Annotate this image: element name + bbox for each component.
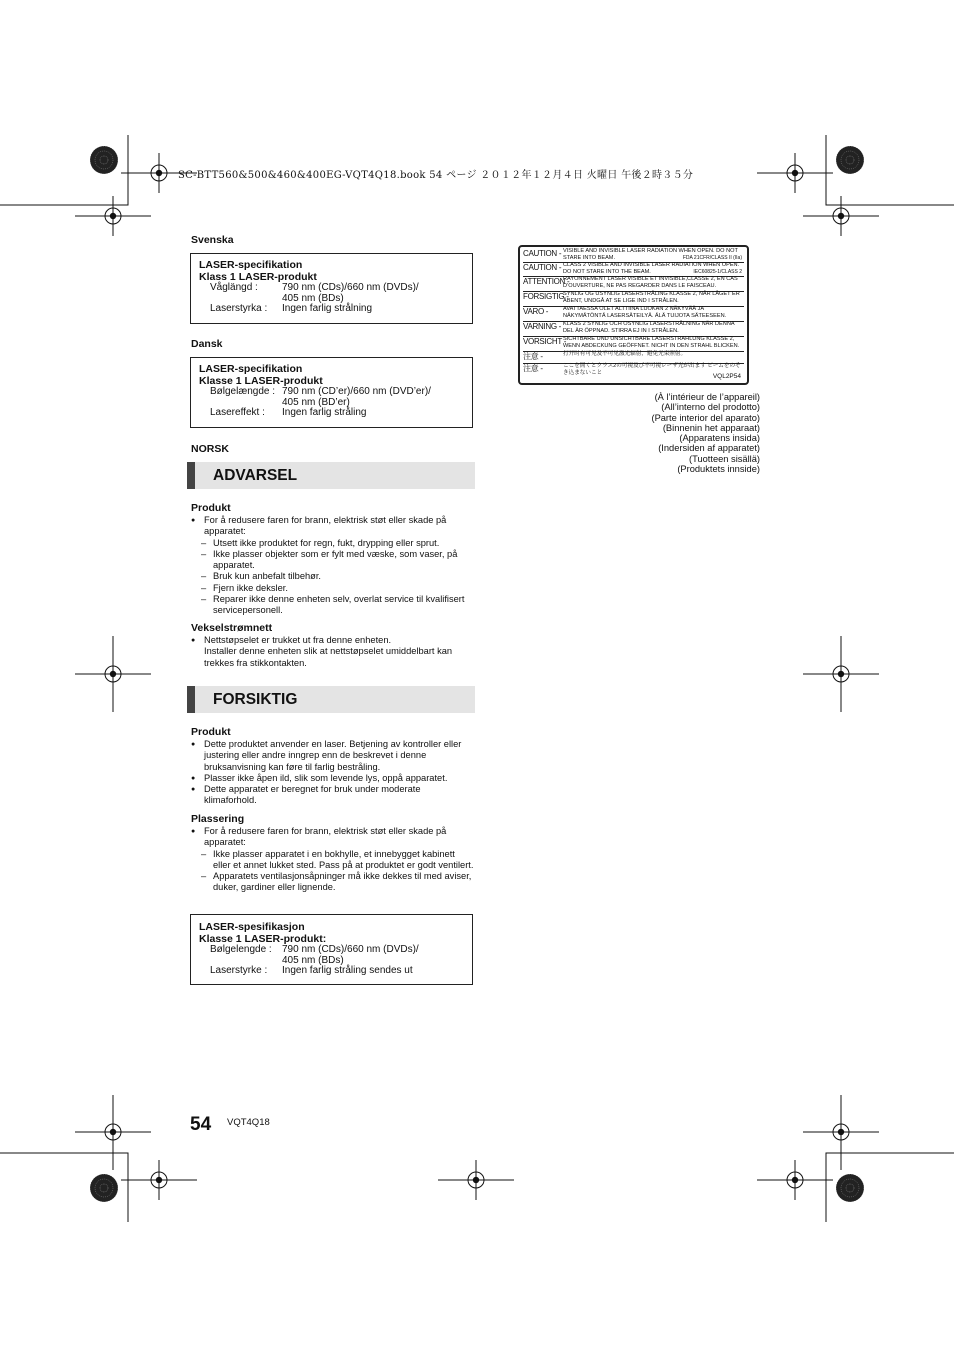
wavelength-label: Bølgelængde :	[210, 386, 276, 397]
vekselstromnett-heading: Vekselstrømnett	[191, 622, 273, 634]
dansk-heading: Dansk	[191, 338, 223, 350]
wavelength-value: 790 nm (CD’er)/660 nm (DVD’er)/	[282, 386, 431, 397]
label-row-text: SYNLIG OG USYNLIG LASERSTRÅLING KLASSE 2, NÅR LÅGET ER ÅBENT, UNDGÅ AT SE LIGE IND I STRÅLEN.	[563, 291, 740, 304]
list-item: ● Nettstøpselet er trukket ut fra denne enheten.	[191, 635, 475, 646]
label-row-key: FORSIGTIG -	[523, 292, 569, 301]
label-row	[523, 306, 744, 322]
location-item: (Binnenin het apparaat)	[662, 422, 760, 433]
laser-warning-label	[518, 245, 749, 385]
plassering-list	[191, 826, 475, 894]
vekselstromnett-list	[191, 635, 475, 669]
forsiktig-produkt-list	[191, 739, 475, 807]
label-row-key: CAUTION -	[523, 249, 562, 258]
label-row-text: CLASS 2 VISIBLE AND INVISIBLE LASER RADIATION WHEN OPEN. DO NOT STARE INTO THE BEAM.	[563, 262, 740, 275]
location-item: (Apparatens insida)	[679, 433, 760, 444]
list-item: ● Dette produktet anvender en laser. Betjening av kontroller eller justering eller andre inngrep enn de beskrevet i denne bruksanvisning kan føre til farlig bestråling.	[191, 739, 475, 773]
list-item: Installer denne enheten slik at nettstøpselet umiddelbart kan trekkes fra stikkontakten.	[204, 646, 453, 668]
label-location-list	[651, 392, 760, 474]
location-item: (À l’intérieur de l’appareil)	[654, 392, 760, 402]
box-subtitle: Klasse 1 LASER-produkt	[199, 375, 323, 387]
label-row	[523, 336, 744, 352]
location-item: (Parte interior del aparato)	[651, 412, 760, 423]
list-item: ● For å redusere faren for brann, elektrisk støt eller skade på apparatet:	[191, 826, 475, 849]
label-row-text: ここを開くとクラス2の可視及び不可視レーザ光が出ます ビームをのぞき込まないこと	[563, 363, 741, 376]
power-value: Ingen farlig strålning	[282, 303, 373, 314]
sub-list-item: – Reparer ikke denne enheten selv, overlat service til kvalifisert servicepersonell.	[191, 594, 475, 617]
box-title: LASER-specifikation	[199, 259, 303, 271]
sub-list-item: – Ikke plasser apparatet i en bokhylle, et innebygget kabinett eller et annet lukket sted. Pass på at produktet er godt ventilert.	[191, 849, 475, 872]
label-row-text: KLASS 2 SYNLIG OCH OSYNLIG LASERSTRÅLNING NÄR DENNA DEL ÄR ÖPPNAD. STIRRA EJ IN I STRÅLEN.	[563, 321, 735, 334]
box-subtitle: Klasse 1 LASER-produkt:	[199, 933, 327, 945]
sub-list-item: – Ikke plasser objekter som er fylt med væske, som vaser, på apparatet.	[191, 549, 475, 572]
location-item: (Indersiden af apparatet)	[658, 443, 760, 454]
banner-accent	[187, 686, 195, 713]
location-item: (Tuotteen sisällä)	[689, 453, 760, 464]
wavelength-value-2: 405 nm (BD’er)	[282, 396, 350, 408]
list-item: ● For å redusere faren for brann, elektrisk støt eller skade på apparatet:	[191, 515, 475, 538]
label-row-text: VISIBLE AND INVISIBLE LASER RADIATION WHEN OPEN. DO NOT STARE INTO BEAM.	[563, 248, 738, 261]
star-target-icon	[90, 146, 118, 174]
label-row-standard: IEC60825-1/CLASS 2	[693, 268, 742, 275]
label-row	[523, 248, 744, 263]
label-row-text: SICHTBARE UND UNSICHTBARE LASERSTRAHLUNG KLASSE 2, WENN ABDECKUNG GEÖFFNET. NICHT IN DEN STRAHL BLICKEN.	[563, 336, 740, 349]
power-label: Lasereffekt :	[210, 407, 265, 418]
star-target-icon	[836, 1174, 864, 1202]
location-item: (All’interno del prodotto)	[661, 402, 760, 413]
banner-accent	[187, 462, 195, 489]
list-item: ● Dette apparatet er beregnet for bruk under moderate klimaforhold.	[191, 784, 475, 807]
label-row-key: 注意 -	[523, 352, 543, 361]
plassering-heading: Plassering	[191, 813, 245, 825]
print-header: SC-BTT560&500&460&400EG-VQT4Q18.book 54 ページ ２０１２年１２月４日 火曜日 午後２時３５分	[178, 170, 694, 181]
label-row	[523, 262, 744, 277]
label-row-standard: FDA 21CFR/CLASS II (IIa)	[682, 254, 742, 261]
power-label: Laserstyrka :	[210, 303, 268, 314]
sub-list-item: – Utsett ikke produktet for regn, fukt, drypping eller sprut.	[191, 538, 475, 549]
box-title: LASER-specifikation	[199, 363, 303, 375]
label-row	[523, 291, 744, 307]
spec-list	[199, 283, 472, 315]
wavelength-label: Våglängd :	[210, 282, 258, 293]
page-number: 54	[190, 1114, 212, 1135]
star-target-icon	[90, 1174, 118, 1202]
wavelength-label: Bølgelengde :	[210, 944, 272, 955]
forsiktig-title: FORSIKTIG	[213, 691, 298, 708]
list-item: ● Plasser ikke åpen ild, slik som levende lys, oppå apparatet.	[191, 773, 475, 784]
advarsel-produkt-list	[191, 515, 475, 617]
label-row	[523, 321, 744, 337]
power-value: Ingen farlig stråling	[282, 407, 367, 418]
norsk-heading: NORSK	[191, 443, 229, 455]
spec-list	[199, 945, 472, 977]
star-target-icon	[836, 146, 864, 174]
produkt-heading: Produkt	[191, 726, 231, 738]
box-title: LASER-spesifikasjon	[199, 921, 305, 933]
box-subtitle: Klass 1 LASER-produkt	[199, 271, 317, 283]
svenska-laser-box	[190, 253, 473, 324]
label-row-key: VARO -	[523, 307, 549, 316]
sub-list-item: – Apparatets ventilasjonsåpninger må ikke dekkes til med aviser, duker, gardiner eller lignende.	[191, 871, 475, 894]
power-label: Laserstyrke :	[210, 965, 268, 976]
label-row	[523, 276, 744, 292]
sub-list-item: – Fjern ikke deksler.	[191, 583, 475, 594]
wavelength-value: 790 nm (CDs)/660 nm (DVDs)/	[282, 944, 419, 955]
norsk-laser-box	[190, 914, 473, 985]
label-row-text: 打开时有可见及不可见激光辐射，避免光束照射。	[563, 351, 687, 357]
produkt-heading: Produkt	[191, 502, 231, 514]
advarsel-banner	[187, 462, 475, 489]
label-row-key: CAUTION -	[523, 263, 562, 272]
wavelength-value-2: 405 nm (BDs)	[282, 954, 344, 966]
label-row-key: VARNING -	[523, 322, 562, 331]
sub-list-item: – Bruk kun anbefalt tilbehør.	[191, 571, 475, 582]
label-row-text: AVATTAESSA OLET ALTTIINA LUOKAN 2 NÄKYVÄÄ JA NÄKYMÄTÖNTÄ LASERSÄTEILYÄ. ÄLÄ TUIJOTA SÄTEESEEN.	[563, 306, 727, 319]
wavelength-value: 790 nm (CDs)/660 nm (DVDs)/	[282, 282, 419, 293]
label-row-key: VORSICHT -	[523, 337, 567, 346]
label-code: VQL2P54	[712, 373, 741, 380]
power-value: Ingen farlig stråling sendes ut	[282, 965, 413, 976]
spec-list	[199, 387, 472, 419]
label-row-key: 注意 -	[523, 364, 543, 373]
dansk-laser-box	[190, 357, 473, 428]
document-code: VQT4Q18	[227, 1117, 270, 1128]
advarsel-title: ADVARSEL	[213, 467, 298, 484]
location-item: (Produktets innside)	[677, 464, 760, 475]
wavelength-value-2: 405 nm (BDs)	[282, 292, 344, 304]
label-row-text: RAYONNEMENT LASER VISIBLE ET INVISIBLE,CLASSE 2, EN CAS D’OUVERTURE, NE PAS REGARDER DANS LE FAISCEAU.	[563, 276, 738, 289]
label-row-key: ATTENTION -	[523, 277, 570, 286]
label-row	[523, 363, 744, 377]
forsiktig-banner	[187, 686, 475, 713]
svenska-heading: Svenska	[191, 234, 234, 246]
